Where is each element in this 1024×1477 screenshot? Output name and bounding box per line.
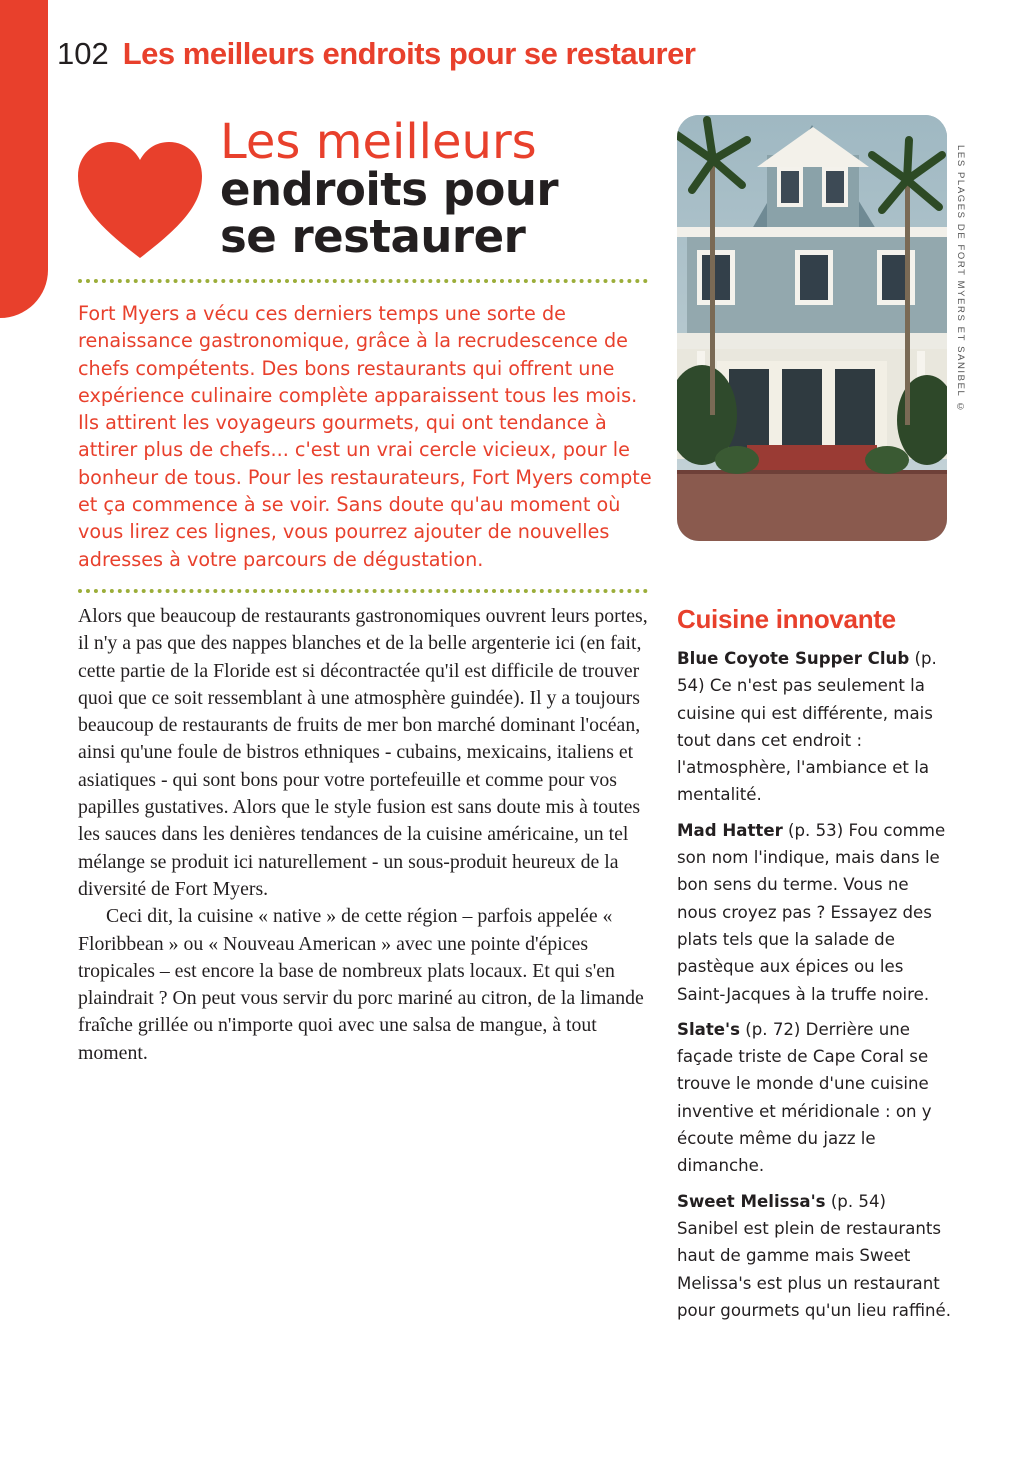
restaurant-name: Blue Coyote Supper Club bbox=[677, 649, 910, 668]
page-number: 102 bbox=[57, 36, 109, 71]
intro-paragraph: Fort Myers a vécu ces derniers temps une sorte de renaissance gastronomique, grâce à la recrudescence de chefs compétents. Des bons restaurants qui offrent une expérience culinaire complète apparaissent tous les mois. Ils attirent les voyageurs gourmets, qui ont tendance à attirer plus de chefs... c'est un vrai cercle vicieux, pour le bonheur de tous. Pour les restaurateurs, Fort Myers compte et ça commence à se voir. Sans doute qu'au moment où vous lirez ces lignes, vous pourrez ajouter de nouvelles adresses à votre parcours de dégustation. bbox=[78, 302, 652, 571]
photo-credit: LES PLAGES DE FORT MYERS ET SANIBEL © bbox=[955, 145, 966, 414]
restaurant-name: Slate's bbox=[677, 1019, 740, 1039]
restaurant-description: (p. 54) Sanibel est plein de restaurants haut de gamme mais Sweet Melissa's est plus un restaurant pour gourmets qu'un lieu raffiné. bbox=[677, 1191, 952, 1320]
body-text bbox=[78, 603, 652, 1067]
sidebar-heading: Cuisine innovante bbox=[677, 604, 896, 634]
dotted-divider-bottom bbox=[78, 589, 648, 593]
body-paragraph: Alors que beaucoup de restaurants gastronomiques ouvrent leurs portes, il n'y a pas que des nappes blanches et de la belle argenterie ici (en fait, cette partie de la Floride est si décontractée qu'il est difficile de trouver quoi que ce soit ressemblant à une atmosphère guindée). Il y a toujours beaucoup de restaurants de fruits de mer bon marché dominant l'océan, ainsi qu'une foule de bistros ethniques - cubains, mexicains, italiens et asiatiques - qui sont bons pour votre portefeuille et comme pour vos papilles gustatives. Alors que le style fusion est sans doute mis à toutes les sauces dans les denières tendances de la cuisine américaine, un tel mélange se produit ici naturellement - un sous-produit heureux de la diversité de Fort Myers. bbox=[78, 605, 648, 900]
chapter-tab bbox=[0, 0, 48, 318]
restaurant-description: (p. 53) Fou comme son nom l'indique, mais dans le bon sens du terme. Vous ne nous croyez pas ? Essayez des plats tels que la salade de pastèque aux épices ou les Saint-Jacques à la truffe noire. bbox=[677, 820, 946, 1004]
restaurant-description: (p. 54) Ce n'est pas seulement la cuisine qui est différente, mais tout dans cet endroit : l'atmosphère, l'ambiance et la mentalité. bbox=[677, 649, 937, 805]
restaurant-description: (p. 72) Derrière une façade triste de Cape Coral se trouve le monde d'une cuisine inventive et méridionale : on y écoute même du jazz le dimanche. bbox=[677, 1019, 932, 1176]
sidebar-entry bbox=[677, 645, 952, 809]
running-head-title: Les meilleurs endroits pour se restaurer bbox=[122, 36, 696, 71]
sidebar bbox=[677, 604, 952, 1332]
title-line-2: endroits pour bbox=[220, 163, 559, 216]
restaurant-name: Sweet Melissa's bbox=[677, 1191, 826, 1211]
title-line-1: Les meilleurs bbox=[220, 114, 537, 170]
restaurant-photo bbox=[677, 115, 947, 541]
restaurant-name: Mad Hatter bbox=[677, 820, 783, 840]
running-head bbox=[57, 36, 695, 80]
title-line-3: se restaurer bbox=[220, 210, 526, 263]
dotted-divider-top bbox=[78, 279, 648, 283]
sidebar-entry bbox=[677, 1016, 952, 1180]
page-title bbox=[220, 114, 660, 263]
sidebar-entry bbox=[677, 1188, 952, 1324]
body-paragraph: Ceci dit, la cuisine « native » de cette région – parfois appelée « Floribbean » ou « Nouveau American » avec une pointe d'épices tropicales – est encore la base de nombreux plats locaux. Et qui s'en plaindrait ? On peut vous servir du porc mariné au citron, de la limande fraîche grillée ou n'importe quoi avec une salsa de mangue, à tout moment. bbox=[78, 905, 644, 1064]
heart-icon bbox=[78, 142, 202, 260]
sidebar-entry bbox=[677, 817, 952, 1008]
